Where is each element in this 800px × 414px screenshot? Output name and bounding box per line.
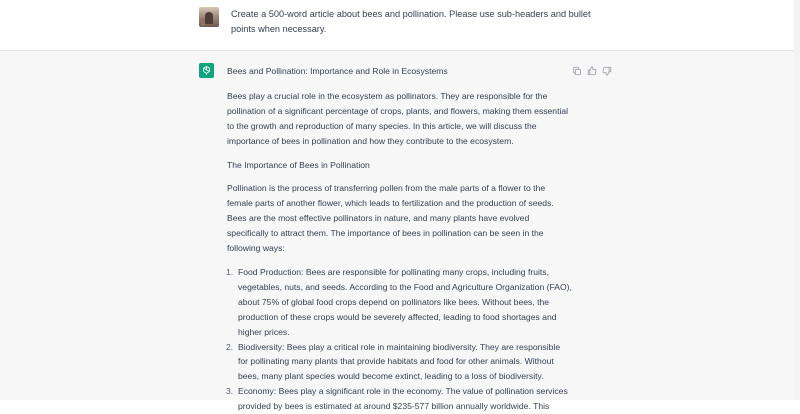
list-item-number: 2.	[226, 341, 234, 352]
user-message-text: Create a 500-word article about bees and pollination. Please use sub-headers and bullet points when necessary.	[231, 9, 591, 34]
user-avatar-figure	[205, 12, 213, 24]
copy-button[interactable]	[571, 65, 582, 76]
thumbs-down-button[interactable]	[601, 65, 612, 76]
list-item	[227, 340, 572, 385]
user-message-row	[0, 0, 794, 51]
numbered-list	[227, 265, 572, 414]
assistant-avatar	[199, 63, 214, 78]
list-item-text: Food Production: Bees are responsible for pollinating many crops, including fruits, vegetables, nuts, and seeds. According to the Food and Agriculture Organization (FAO), about 75% of global food crops depend on pollinators like bees. Without bees, the production of these crops would be severely affected, leading to food shortages and higher prices.	[238, 266, 572, 337]
list-item	[227, 384, 572, 414]
list-item-text: Economy: Bees play a significant role in the economy. The value of pollination services provided by bees is estimated at around $235-577 billion annually worldwide. This	[238, 386, 568, 412]
list-item-text: Biodiversity: Bees play a critical role in maintaining biodiversity. They are responsible for pollinating many plants that provide habitats and food for other animals. Without bees, many plant species would become extinct, leading to a loss of biodiversity.	[238, 341, 561, 382]
thumbs-down-icon	[602, 66, 612, 76]
subheader: The Importance of Bees in Pollination	[227, 159, 370, 170]
article-title: Bees and Pollination: Importance and Role in Ecosystems	[227, 66, 448, 76]
body-paragraph: Pollination is the process of transferring pollen from the male parts of a flower to the female parts of another flower, which leads to fertilization and the production of seeds. Bees are the most effective pollinators in nature, and many plants have evolved specifically to attract them. The importance of bees in pollination can be seen in the following ways:	[227, 183, 554, 254]
thumbs-up-button[interactable]	[586, 65, 597, 76]
assistant-message-content	[227, 64, 572, 414]
list-item-number: 1.	[226, 266, 234, 277]
user-avatar-figure-detail	[201, 18, 205, 26]
list-item-number: 3.	[226, 386, 234, 397]
assistant-message-row	[0, 51, 794, 412]
list-item	[227, 265, 572, 340]
user-avatar	[199, 7, 219, 27]
message-actions	[571, 65, 612, 76]
intro-paragraph: Bees play a crucial role in the ecosystem as pollinators. They are responsible for the pollination of a significant percentage of crops, plants, and flowers, making them essential to the growth and reproduction of many species. In this article, we will discuss the importance of bees in pollination and how they contribute to the ecosystem.	[227, 90, 569, 146]
openai-logo-icon	[201, 65, 212, 76]
copy-icon	[572, 66, 582, 76]
thumbs-up-icon	[587, 66, 597, 76]
scrollbar[interactable]	[794, 0, 800, 400]
